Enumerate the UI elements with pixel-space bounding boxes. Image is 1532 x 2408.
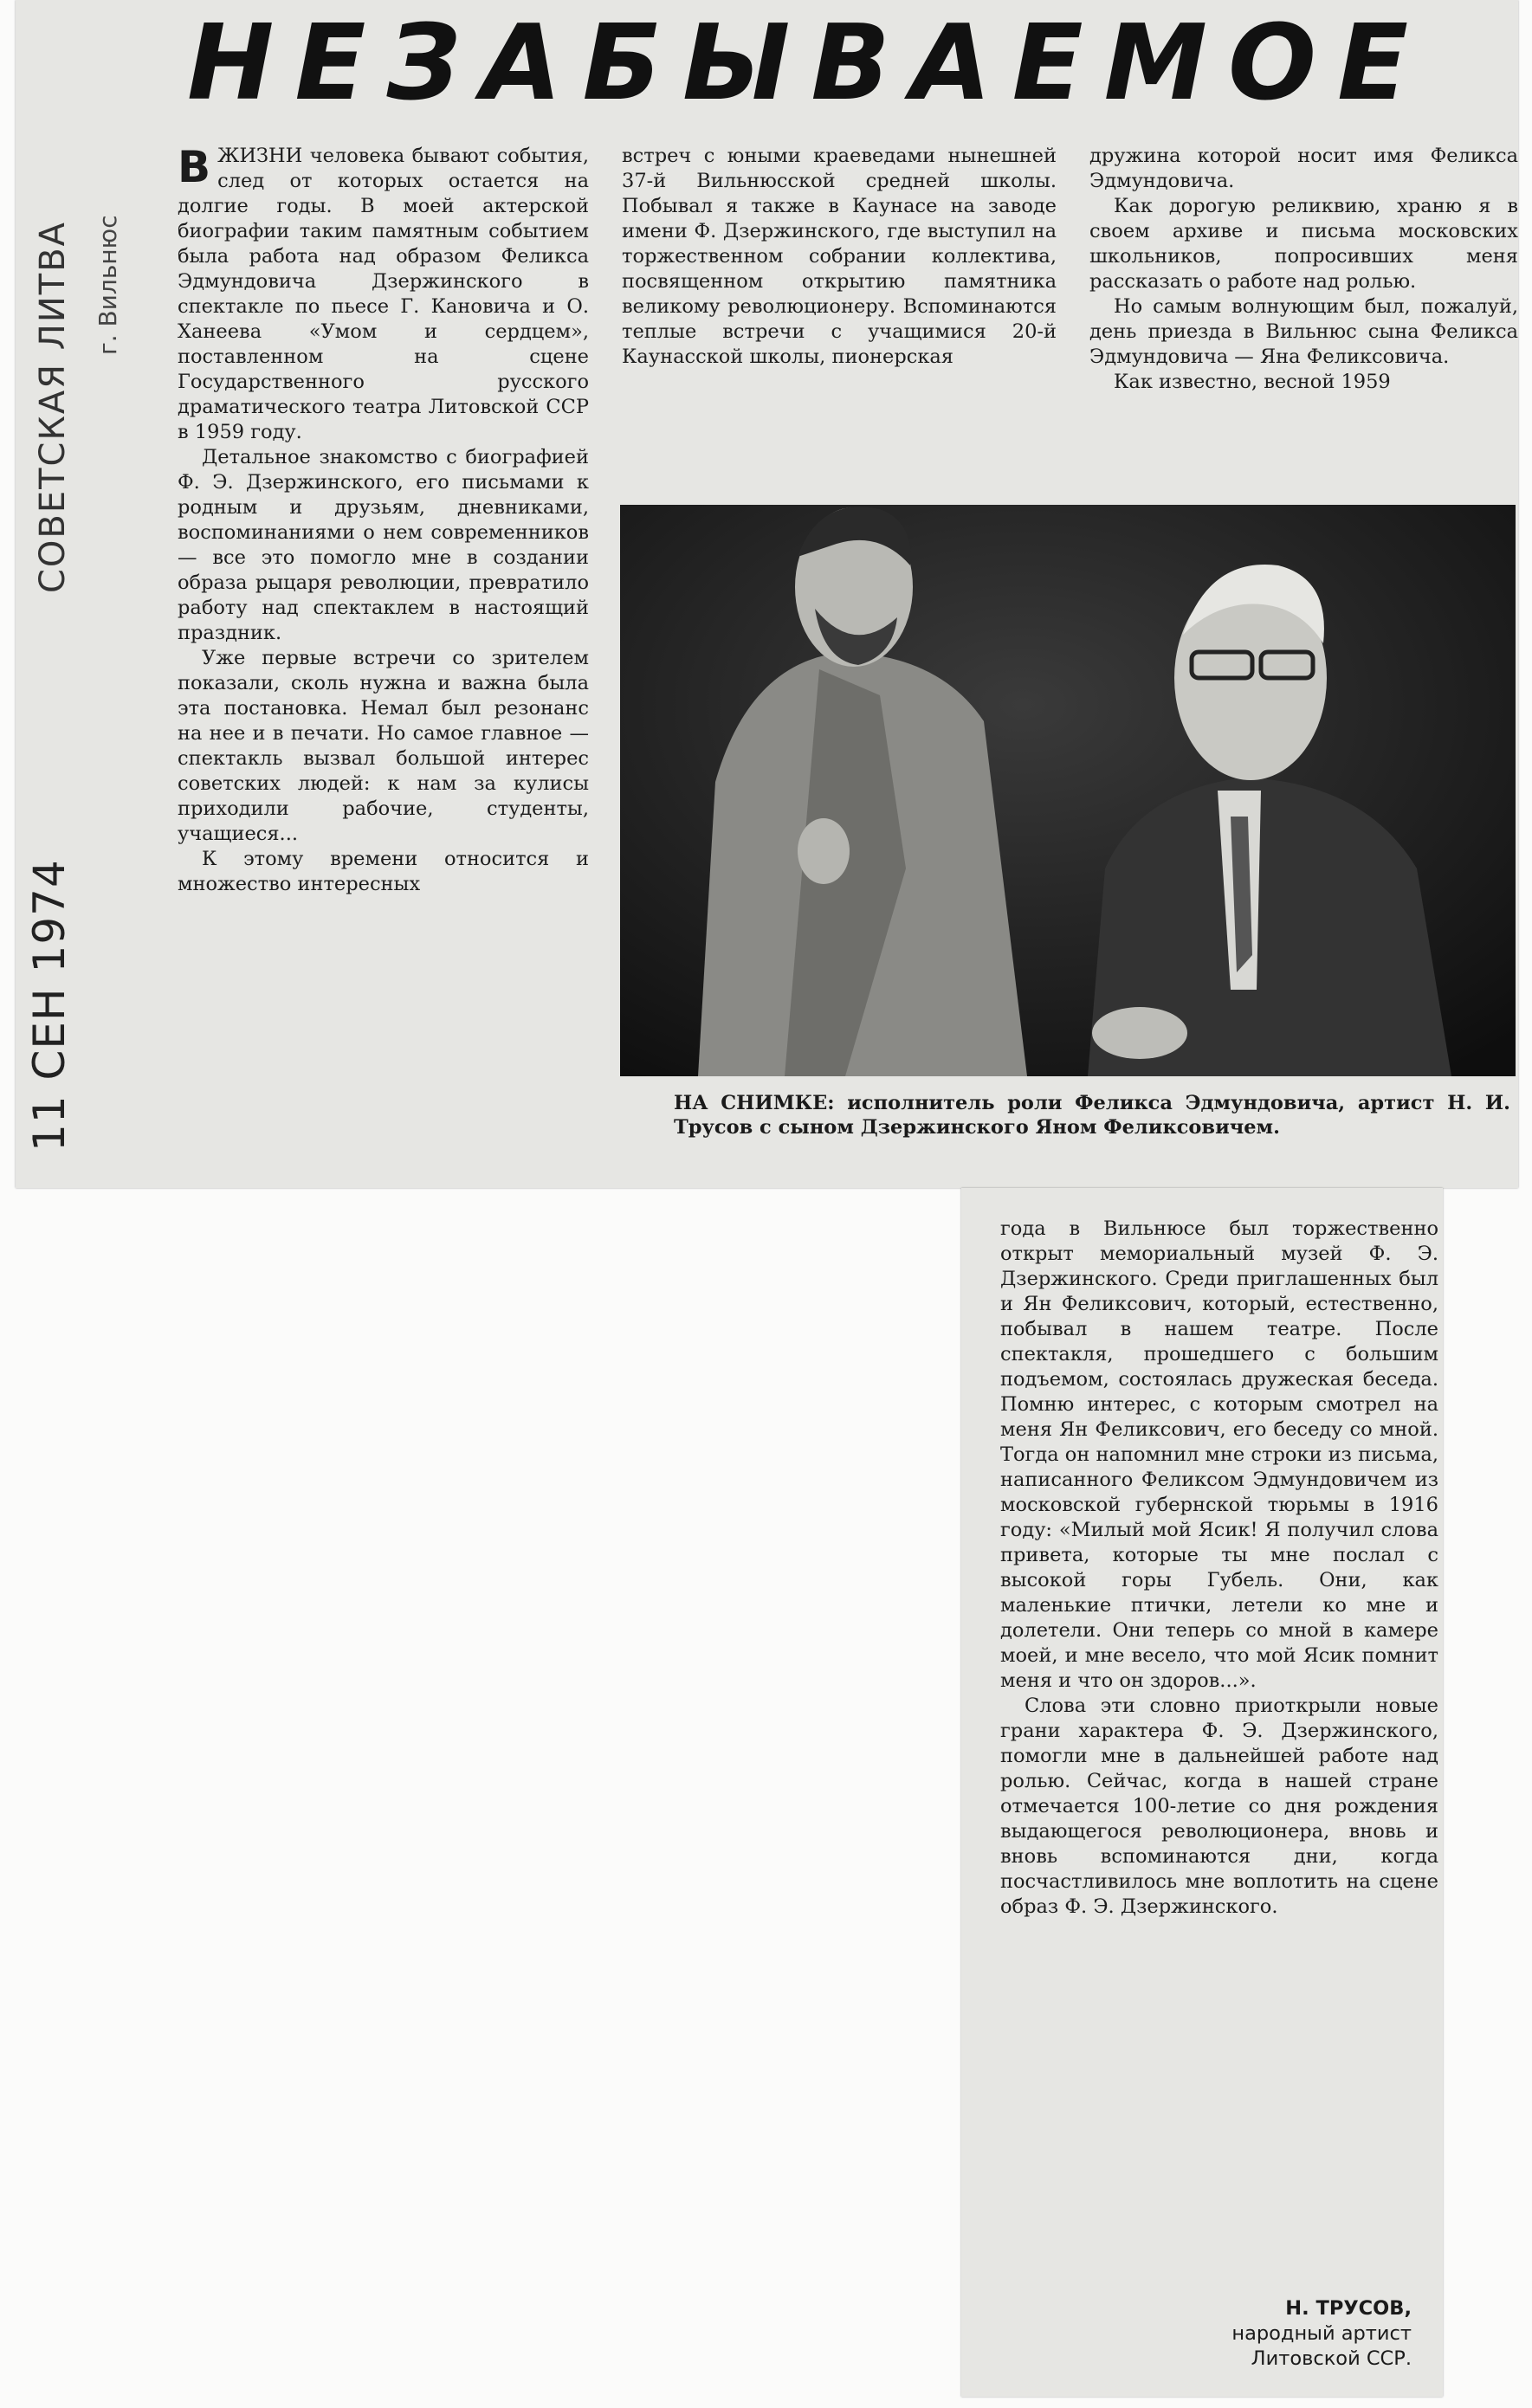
paragraph: года в Вильнюсе был торжественно открыт мемориальный музей Ф. Э. Дзержинского. Среди приглашенных был и Ян Феликсович, который, естественно, побывал в нашем театре. После спектакля, прошедшего с большим подъемом, состоялась дружеская беседа. Помню интерес, с которым смотрел на меня Ян Феликсович, его беседу со мной. Тогда он напомнил мне строки из письма, написанного Феликсом Эдмундовичем из московской губернской тюрьмы в 1916 году: «Милый мой Ясик! Я получил слова привета, которые ты мне послал с высокой горы Губель. Они, как маленькие птички, летели ко мне и долетели. Они теперь со мной в камере моей, и мне весело, что мой Ясик помнит меня и что он здоров...». [1000,1217,1438,1692]
paragraph: встреч с юными краеведами нынешней 37-й Вильнюсской средней школы. Побывал я также в Каунасе на заводе имени Ф. Дзержинского, где выступил на торжественном собрании коллектива, посвященном открытию памятника великому революционеру. Вспоминаются теплые встречи с учащимися 20-й Каунасской школы, пионерская [622,145,1057,368]
article-column-3 [1089,144,1518,395]
date-stamp: 11 СЕН 1974 [24,859,74,1152]
author-signature [1048,2296,1412,2372]
author-title: народный артист [1231,2322,1412,2345]
paragraph: К этому времени относится и множество интересных [178,848,589,895]
paragraph: Слова эти словно приоткрыли новые грани характера Ф. Э. Дзержинского, помогли мне в дальнейшей работе над ролью. Сейчас, когда в нашей стране отмечается 100-летие со дня рождения выдающегося революционера, вновь и вновь вспоминаются дни, когда посчастливилось мне воплотить на сцене образ Ф. Э. Дзержинского. [1000,1695,1438,1918]
paragraph [178,144,589,445]
paragraph: Детальное знакомство с биографией Ф. Э. Дзержинского, его письмами к родным и друзьям, дневниками, воспоминаниями о нем современников — все это помогло мне в создании образа рыцаря революции, превратило работу над спектаклем в настоящий праздник. [178,446,589,644]
article-column-2 [622,144,1057,370]
paragraph: Как дорогую реликвию, храню я в своем архиве и письма московских школьников, попросивших меня рассказать о работе над ролью. [1089,195,1518,293]
author-name: Н. ТРУСОВ, [1285,2297,1412,2320]
newspaper-name: СОВЕТСКАЯ ЛИТВА [33,221,73,593]
paragraph: Как известно, весной 1959 [1114,371,1391,393]
author-title: Литовской ССР. [1251,2347,1412,2370]
paragraph: Но самым волнующим был, пожалуй, день приезда в Вильнюс сына Феликса Эдмундовича — Яна Феликсовича. [1089,295,1518,368]
paragraph-text: ЖИЗНИ человека бывают события, след от которых остается на долгие годы. В моей актерской биографии таким памятным событием была работа над образом Феликса Эдмундовича Дзержинского в спектакле по пьесе Г. Кановича и О. Ханеева «Умом и сердцем», поставленном на сцене Государственного русского драматического театра Литовской ССР в 1959 году. [178,145,589,443]
article-headline: НЕЗАБЫВАЕМОЕ [187,3,1430,124]
photo-illustration [620,505,1516,1076]
paragraph: дружина которой носит имя Феликса Эдмундовича. [1089,145,1518,192]
paragraph: Уже первые встречи со зрителем показали, сколь нужна и важна была эта постановка. Немал был резонанс на нее и в печати. Но самое главное — спектакль вызвал большой интерес советских людей: к нам за кулисы приходили рабочие, студенты, учащиеся... [178,647,589,845]
photo-caption: НА СНИМКЕ: исполнитель роли Феликса Эдмундовича, артист Н. И. Трусов с сыном Дзержинского Яном Феликсовичем. [674,1092,1510,1139]
newspaper-city: г. Вильнюс [94,215,122,355]
article-photo [620,505,1516,1076]
drop-cap: В [178,142,211,192]
article-column-continued [1000,1217,1438,1920]
article-column-1 [178,144,589,897]
